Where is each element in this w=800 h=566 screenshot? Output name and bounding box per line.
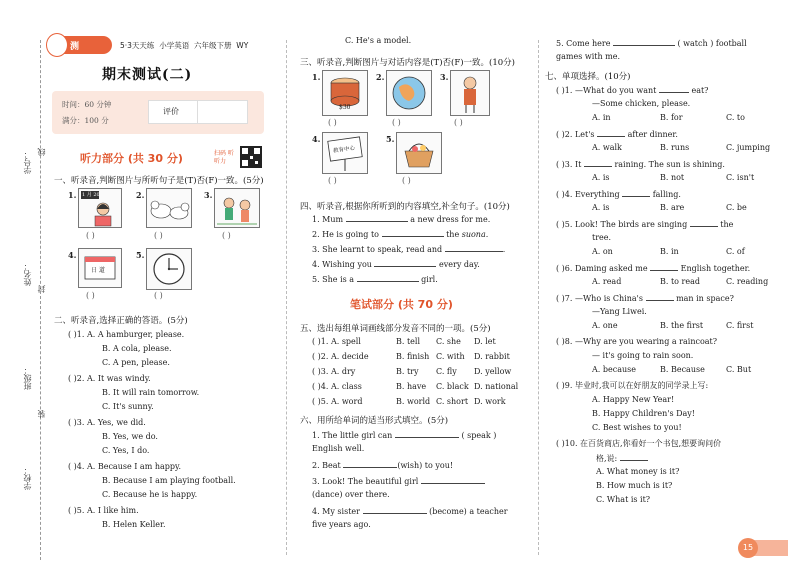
s7-q3-options: A. is B. not C. isn't: [592, 173, 755, 182]
info-box: [52, 91, 264, 134]
pic-children-outdoors: [214, 188, 260, 228]
s6-item-1: 1. The little girl can ( speak ): [312, 428, 532, 442]
column-divider: [286, 40, 287, 555]
pic-number: 2.: [376, 72, 385, 82]
s5-row: ( )1. A. spell B. tell C. she D. let: [312, 337, 496, 346]
s7-q8: ( )8. —Why are you wearing a raincoat?: [556, 337, 718, 346]
s7-q1-reply: —Some chicken, please.: [592, 99, 691, 108]
answer-blank[interactable]: ( ): [392, 118, 401, 127]
s2-q4-c: C. Because he is happy.: [102, 490, 198, 499]
pic-number: 2.: [136, 190, 145, 200]
s7-q2: ( )2. Let's after dinner.: [556, 127, 788, 141]
s2-q5-b: B. Helen Keller.: [102, 520, 166, 529]
pic-number: 5.: [386, 134, 395, 144]
answer-blank[interactable]: ( ): [222, 231, 231, 240]
s6-item-5-cont: games with me.: [556, 52, 621, 61]
section-7-title: 七、单项选择。(10分): [545, 72, 631, 82]
s7-q9: ( )9. 毕业时,我可以在好朋友的同学录上写:: [556, 381, 709, 390]
binding-sidebar: [0, 0, 56, 566]
s2-q4: ( )4. A. Because I am happy.: [68, 462, 181, 471]
score-info: 满分：100 分: [62, 116, 109, 125]
section-1-title: 一、听录音,判断图片与所听句子是(T)否(F)一致。(5分): [54, 176, 264, 186]
fill-blank[interactable]: [395, 428, 459, 438]
section-3-title: 三、听录音,判断图片与对话内容是(T)否(F)一致。(10分): [300, 58, 515, 68]
s6-item-5: 5. Come here ( watch ) football: [556, 36, 788, 50]
pic-number: 3.: [204, 190, 213, 200]
s7-q4-options: A. is B. are C. be: [592, 203, 747, 212]
s2-q2-b: B. It will rain tomorrow.: [102, 388, 200, 397]
line-mark: 线: [37, 148, 46, 156]
pic-number: 4.: [312, 134, 321, 144]
pic-number: 5.: [136, 250, 145, 260]
section-5-list: [312, 335, 532, 409]
fill-blank[interactable]: [445, 242, 503, 252]
s7-q10-b: B. How much is it?: [596, 481, 673, 490]
fill-blank[interactable]: [343, 458, 397, 468]
s7-q5-options: A. on B. in C. of: [592, 247, 745, 256]
evaluation-box: [148, 100, 248, 124]
section-5-title: 五、选出每组单词画线部分发音不同的一项。(5分): [300, 324, 491, 334]
fill-blank[interactable]: [613, 36, 675, 46]
s7-q6: ( )6. Daming asked me English together.: [556, 261, 788, 275]
fill-blank[interactable]: [382, 227, 444, 237]
student-number-label: 学号：: [23, 150, 32, 174]
s6-item-2: 2. Beat (wish) to you!: [312, 458, 532, 472]
s7-q7-reply: —Yang Liwei.: [592, 307, 647, 316]
s4-item-4: 4. Wishing you every day.: [312, 257, 532, 271]
section-2-title: 二、听录音,选择正确的答语。(5分): [54, 316, 188, 326]
pic-globe: [386, 70, 432, 116]
s6-item-4: 4. My sister (become) a teacher: [312, 504, 532, 518]
s5-row: ( )5. A. word B. world C. short D. work: [312, 397, 506, 406]
s7-q6-options: A. read B. to read C. reading: [592, 277, 769, 286]
pic-basket: [396, 132, 442, 174]
s2-q1: ( )1. A. A hamburger, please.: [68, 330, 185, 339]
answer-blank[interactable]: ( ): [402, 176, 411, 185]
fill-blank[interactable]: [374, 257, 436, 267]
answer-blank[interactable]: ( ): [154, 291, 163, 300]
answer-blank[interactable]: ( ): [454, 118, 463, 127]
s2-q3-b: B. Yes, we do.: [102, 432, 158, 441]
s7-q10-cont: 格,说:: [556, 451, 788, 465]
section-4-title: 四、听录音,根据你所听到的内容填空,补全句子。(10分): [300, 202, 510, 212]
s2-q5: ( )5. A. I like him.: [68, 506, 139, 515]
s2-q4-b: B. Because I am playing football.: [102, 476, 236, 485]
pic-calendar-card: 日 道: [78, 248, 122, 288]
answer-blank[interactable]: ( ): [86, 231, 95, 240]
pic-animals-playing: [146, 188, 192, 228]
s7-q10-a: A. What money is it?: [596, 467, 680, 476]
s2-q3: ( )3. A. Yes, we did.: [68, 418, 146, 427]
pic-girl-calendar: 1 月 20: [78, 188, 122, 228]
s7-q1-options: A. in B. for C. to: [592, 113, 745, 122]
fill-blank[interactable]: [363, 504, 427, 514]
clock-icon: [146, 248, 192, 290]
evaluation-label: 评价: [163, 107, 179, 116]
s7-q8-options: A. because B. Because C. But: [592, 365, 752, 374]
time-info: 时间：60 分钟: [62, 100, 112, 109]
s4-item-3: 3. She learnt to speak, read and .: [312, 242, 532, 256]
s5-row: ( )4. A. class B. have C. black D. national: [312, 382, 519, 391]
pic-number: 4.: [68, 250, 77, 260]
answer-blank[interactable]: ( ): [154, 231, 163, 240]
s7-q7-options: A. one B. the first C. first: [592, 321, 754, 330]
s7-q9-a: A. Happy New Year!: [592, 395, 675, 404]
section-4-list: [312, 212, 532, 286]
s4-item-5: 5. She is a girl.: [312, 272, 532, 286]
s4-item-1: 1. Mum a new dress for me.: [312, 212, 532, 226]
s7-q2-options: A. walk B. runs C. jumping: [592, 143, 771, 152]
page-number: 15: [738, 538, 758, 558]
pic-person: [450, 70, 490, 116]
answer-blank[interactable]: ( ): [328, 118, 337, 127]
s2-q2-c: C. It's sunny.: [102, 402, 154, 411]
s2-q2: ( )2. A. It was windy.: [68, 374, 151, 383]
section-6-title: 六、用所给单词的适当形式填空。(5分): [300, 416, 449, 426]
section-6-item-5: [556, 36, 788, 64]
fill-blank[interactable]: [421, 474, 485, 484]
name-label: 姓名：: [23, 262, 32, 286]
bind-mark: 装: [37, 410, 46, 418]
pic-sign: 教育中心: [322, 132, 368, 174]
school-label: 学校：: [23, 466, 32, 490]
class-label: 班级：: [23, 366, 32, 390]
pic-number: 1.: [312, 72, 321, 82]
s7-q10-c: C. What is it?: [596, 495, 651, 504]
s7-q4: ( )4. Everything falling.: [556, 187, 788, 201]
qr-code-icon[interactable]: [240, 146, 262, 168]
s7-q9-c: C. Best wishes to you!: [592, 423, 682, 432]
s5-row: ( )2. A. decide B. finish C. with D. rabbit: [312, 352, 510, 361]
seal-mark: 封: [37, 285, 46, 293]
page-title: 期末测试(二): [102, 67, 193, 83]
s4-item-2: 2. He is going to the suona.: [312, 227, 532, 241]
s7-q9-b: B. Happy Children's Day!: [592, 409, 696, 418]
s6-item-1-cont: English well.: [312, 444, 365, 453]
header-series: 5·3天天练 小学英语 六年级下册 WY: [120, 41, 249, 50]
s6-item-3: 3. Look! The beautiful girl: [312, 474, 532, 488]
s7-q10: ( )10. 在百货商店,你看好一个书包,想要询问价: [556, 439, 722, 448]
answer-blank[interactable]: ( ): [86, 291, 95, 300]
mascot-icon: [46, 33, 68, 57]
cut-line: [40, 40, 41, 560]
section-7-list: [556, 83, 788, 507]
fill-blank[interactable]: [346, 212, 408, 222]
section-2-list: [68, 328, 278, 532]
column-divider: [538, 40, 539, 555]
pic-number: 3.: [440, 72, 449, 82]
s2-q1-b: B. A cola, please.: [102, 344, 172, 353]
fill-blank[interactable]: [357, 272, 419, 282]
pic-drum-price: $30: [322, 70, 368, 116]
pic-number: 1.: [68, 190, 77, 200]
s6-item-4-cont: five years ago.: [312, 520, 371, 529]
s7-q7: ( )7. —Who is China's man in space?: [556, 291, 788, 305]
writing-heading: 笔试部分 (共 70 分): [350, 298, 453, 311]
s7-q5: ( )5. Look! The birds are singing the: [556, 217, 788, 231]
s6-item-3-cont: (dance) over there.: [312, 490, 390, 499]
s7-q3: ( )3. It raining. The sun is shining.: [556, 157, 788, 171]
section-6-list: [312, 428, 532, 532]
s7-q1: ( )1. —What do you want eat?: [556, 83, 788, 97]
s7-q5-cont: tree.: [592, 233, 612, 242]
s5-row: ( )3. A. dry B. try C. fly D. yellow: [312, 367, 512, 376]
s7-q8-reply: — it's going to rain soon.: [592, 351, 694, 360]
s2-q1-c: C. A pen, please.: [102, 358, 170, 367]
s2-q3-c: C. Yes, I do.: [102, 446, 150, 455]
answer-blank[interactable]: ( ): [328, 176, 337, 185]
s2-q5-c: C. He's a model.: [345, 36, 412, 45]
listening-heading: 听力部分 (共 30 分): [80, 152, 183, 165]
qr-caption: 扫码 听听力: [214, 150, 234, 165]
